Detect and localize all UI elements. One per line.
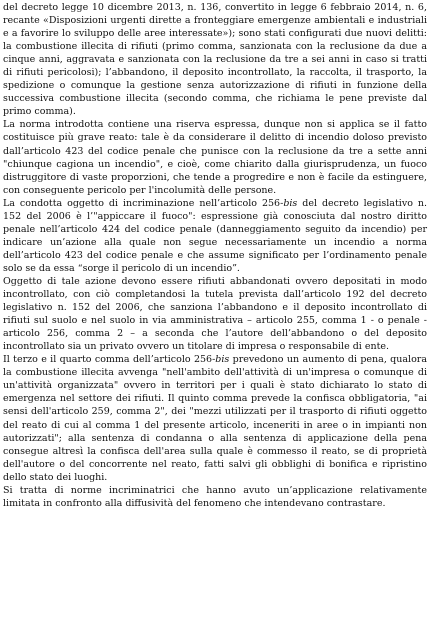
- text-segment: Si tratta di norme incriminatrici che hanno avuto un’applicazione relativamente limitata in confronto alla diffusività del fenomeno che intendevano contrastare.: [3, 484, 427, 509]
- body-paragraph: [3, 353, 427, 483]
- italic-text-segment: bis: [215, 354, 230, 366]
- text-segment: prevedono un aumento di pena, qualora la combustione illecita avvenga "nell'ambito dell'attività di un'impresa o comunque di un'attività organizzata" ovvero in territori per i quali è stato dichiarato lo stato di emergenza nel settore dei rifiuti. Il quinto comma prevede la confisca obbligatoria, "ai sensi dell'articolo 259, comma 2", dei "mezzi utilizzati per il trasporto di rifiuti oggetto del reato di cui al comma 1 del presente articolo, inceneriti in aree o in impianti non autorizzati"; alla sentenza di condanna o alla sentenza di applicazione della pena consegue altresì la confisca dell'area sulla quale è commesso il reato, se di proprietà dell'autore o del concorrente nel reato, fatti salvi gli obblighi di bonifica e ripristino dello stato dei luoghi.: [3, 354, 428, 483]
- body-paragraph: [3, 197, 427, 275]
- text-segment: Il terzo e il quarto comma dell’articolo 256-: [3, 354, 216, 366]
- body-paragraph: [3, 1, 427, 118]
- body-paragraph: [3, 275, 427, 353]
- text-segment: Oggetto di tale azione devono essere rifiuti abbandonati ovvero depositati in modo incontrollato, con ciò completandosi la tutela prevista dall’articolo 192 del decreto legislativo n. 152 del 2006, che sanziona l’abbandono e il deposito incontrollato di rifiuti sul suolo e nel suolo in via amministrativa – articolo 255, comma 1 - o penale - articolo 256, comma 2 – a seconda che l’autore dell’abbandono o del deposito incontrollato sia un privato ovvero un titolare di impresa o responsabile di ente.: [3, 275, 427, 353]
- body-paragraph: [3, 118, 427, 196]
- text-segment: del decreto legislativo n. 152 del 2006 è l’"appiccare il fuoco": espressione già conosciuta dal nostro diritto penale nell’articolo 424 del codice penale (danneggiamento seguito da incendio) per indicare un’azione alla quale non segue necessariamente un incendio a norma dell’articolo 423 del codice penale e che assume significato per l’ordinamento penale solo se da essa “sorge il pericolo di un incendio”.: [3, 197, 427, 274]
- text-segment: La norma introdotta contiene una riserva espressa, dunque non si applica se il fatto costituisce più grave reato: tale è da considerare il delitto di incendio doloso previsto dall’articolo 423 del codice penale che punisce con la reclusione da tre a sette anni "chiunque cagiona un incendio", e cioè, come chiarito dalla giurisprudenza, un fuoco distruggitore di vaste proporzioni, che tende a progredire e non è facile da estinguere, con conseguente pericolo per l'incolumità delle persone.: [3, 119, 427, 196]
- italic-text-segment: bis: [283, 197, 298, 209]
- text-segment: La condotta oggetto di incriminazione nell’articolo 256-: [3, 197, 284, 209]
- document-body: [3, 1, 427, 510]
- body-paragraph: [3, 484, 427, 510]
- text-segment: del decreto legge 10 dicembre 2013, n. 136, convertito in legge 6 febbraio 2014, n. 6, recante «Disposizioni urgenti dirette a fronteggiare emergenze ambientali e industriali e a favorire lo sviluppo delle aree interessate»); sono stati configurati due nuovi delitti: la combustione illecita di rifiuti (primo comma, sanzionata con la reclusione da due a cinque anni, aggravata e sanzionata con la reclusione da tre a sei anni in caso si tratti di rifiuti pericolosi); l’abbandono, il deposito incontrollato, la raccolta, il trasporto, la spedizione o comunque la gestione senza autorizzazione di rifiuti in funzione della successiva combustione illecita (secondo comma, che richiama le pene previste dal primo comma).: [3, 2, 427, 118]
